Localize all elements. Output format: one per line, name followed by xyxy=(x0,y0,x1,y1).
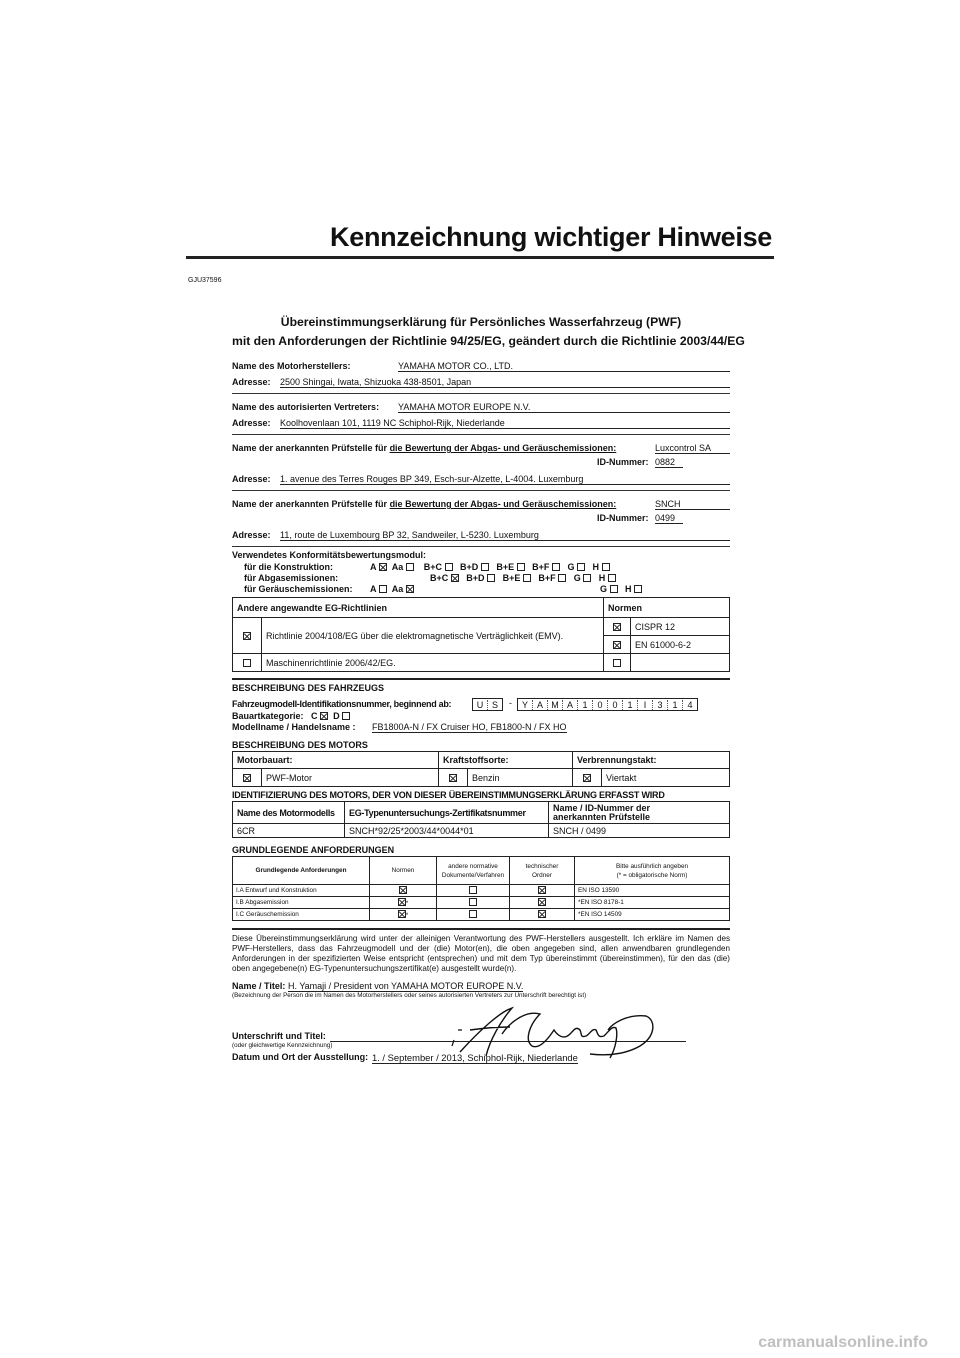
notified-body-2-label: Name der anerkannten Prüfstelle für die Bewertung der Abgas- und Geräuschemissionen: xyxy=(232,499,617,509)
notified-body-1-name: Luxcontrol SA xyxy=(655,443,730,454)
checkbox-empty xyxy=(406,563,414,571)
checkbox-checked xyxy=(398,898,406,906)
body-header: Name / ID-Nummer der anerkannten Prüfstelle xyxy=(549,802,730,824)
checkbox-checked xyxy=(583,774,591,782)
signature-note: (oder gleichwertige Kennzeichnung) xyxy=(232,1042,333,1049)
checkbox-checked xyxy=(379,563,387,571)
certificate-header: EG-Typenuntersuchungs-Zertifikatsnummer xyxy=(345,802,549,824)
checkbox-empty xyxy=(523,574,531,582)
notified-body-2-address: 11, route de Luxembourg BP 32, Sandweiler, L-5230. Luxemburg xyxy=(280,530,730,541)
hin-code: Y A M A 1 0 0 1 I 3 1 4 xyxy=(517,698,698,711)
signature-label: Unterschrift und Titel: xyxy=(232,1031,326,1041)
requirements-col4: technischer Ordner xyxy=(510,857,575,885)
engine-heading: BESCHREIBUNG DES MOTORS xyxy=(232,740,368,750)
checkbox-checked xyxy=(538,898,546,906)
representative-address: Koolhovenlaan 101, 1119 NC Schiphol-Rijk, Niederlande xyxy=(280,418,730,429)
title-rule xyxy=(186,256,774,259)
checkbox-checked xyxy=(538,910,546,918)
divider xyxy=(232,393,730,394)
divider xyxy=(232,490,730,491)
signatory-name: H. Yamaji / President von YAMAHA MOTOR EUROPE N.V. xyxy=(288,981,524,991)
checkbox-empty xyxy=(481,563,489,571)
engine-type: PWF-Motor xyxy=(262,769,439,787)
directive-machinery-check xyxy=(233,654,262,672)
divider xyxy=(232,928,730,930)
checkbox-checked xyxy=(399,886,407,894)
checkbox-empty xyxy=(583,574,591,582)
module-heading: Verwendetes Konformitätsbewertungsmodul: xyxy=(232,550,427,560)
representative-name-label: Name des autorisierten Vertreters: xyxy=(232,402,380,412)
cycle-header: Verbrennungstakt: xyxy=(573,752,730,769)
divider xyxy=(232,546,730,547)
requirements-col5: Bitte ausführlich angeben (* = obligatorische Norm) xyxy=(575,857,730,885)
checkbox-empty xyxy=(379,585,387,593)
directive-emc: Richtlinie 2004/108/EG über die elektromagnetische Verträglichkeit (EMV). xyxy=(262,618,604,654)
checkbox-empty xyxy=(517,563,525,571)
checkbox-empty xyxy=(469,898,477,906)
checkbox-checked xyxy=(613,623,621,631)
checkbox-empty xyxy=(613,659,621,667)
module-noise-options: A Aa xyxy=(370,584,414,594)
directives-table xyxy=(232,597,730,672)
module-noise-label: für Geräuschemissionen: xyxy=(244,584,353,594)
module-exhaust-label: für Abgasemissionen: xyxy=(244,573,339,583)
checkbox-checked xyxy=(320,712,328,720)
checkbox-checked xyxy=(406,585,414,593)
requirements-table xyxy=(232,856,730,921)
notified-body-1-label: Name der anerkannten Prüfstelle für die Bewertung der Abgas- und Geräuschemissionen: xyxy=(232,443,617,453)
notified-body-1-address-label: Adresse: xyxy=(232,474,271,484)
notified-body-1-address: 1. avenue des Terres Rouges BP 349, Esch-sur-Alzette, L-4004. Luxemburg xyxy=(280,474,730,485)
divider xyxy=(232,678,730,680)
module-construction-options: A Aa B+C B+D B+E B+F G H xyxy=(370,562,610,572)
requirements-col2: Normen xyxy=(370,857,437,885)
checkbox-checked xyxy=(613,641,621,649)
declaration-text: Diese Übereinstimmungserklärung wird unter der alleinigen Verantwortung des PWF-Herstellers ausgestellt. Ich erkläre im Namen des PWF-Herstellers, dass das Fahrzeugmodell und der (die) Motor(en), die oben angegeben sind, allen anwendbaren grundlegenden Anforderungen in der spezifizierten Weise entspricht (entsprechen) und mit dem Typ übereinstimmt (übereinstimmen), für den das (die) oben angegebene(n) EG-Typenuntersuchungszertifikat(e) ausgestellt wurde(n). xyxy=(232,934,730,974)
representative-name: YAMAHA MOTOR EUROPE N.V. xyxy=(398,402,730,413)
declaration-subheading: mit den Anforderungen der Richtlinie 94/25/EG, geändert durch die Richtlinie 2003/44/EG xyxy=(232,334,745,348)
document-code: GJU37596 xyxy=(188,277,222,284)
checkbox-empty xyxy=(610,585,618,593)
notified-body-1-id: 0882 xyxy=(655,457,683,468)
notified-body-2-id: 0499 xyxy=(655,513,683,524)
checkbox-empty xyxy=(552,563,560,571)
checkbox-checked xyxy=(398,910,406,918)
signatory-note: (Bezeichnung der Person die im Namen des Motorherstellers oder seines autorisierten Vertreters zur Unterschrift berechtigt ist) xyxy=(232,992,587,999)
checkbox-empty xyxy=(634,585,642,593)
table-row: I.B Abgasemission * *EN ISO 8178-1 xyxy=(233,897,730,909)
checkbox-empty xyxy=(469,886,477,894)
representative-address-label: Adresse: xyxy=(232,418,271,428)
signatory-label: Name / Titel: xyxy=(232,981,286,991)
checkbox-empty xyxy=(558,574,566,582)
norm-cispr: CISPR 12 xyxy=(631,618,730,636)
checkbox-empty xyxy=(445,563,453,571)
module-exhaust-options: B+C B+D B+E B+F G H xyxy=(430,573,616,583)
directives-col-header: Andere angewandte EG-Richtlinien xyxy=(233,598,604,618)
requirements-heading: GRUNDLEGENDE ANFORDERUNGEN xyxy=(232,845,395,855)
manufacturer-address: 2500 Shingai, Iwata, Shizuoka 438-8501, Japan xyxy=(280,377,730,388)
module-noise-options-gh: G H xyxy=(600,584,642,594)
divider xyxy=(232,434,730,435)
checkbox-empty xyxy=(342,712,350,720)
checkbox-empty xyxy=(577,563,585,571)
checkbox-checked xyxy=(449,774,457,782)
module-construction-label: für die Konstruktion: xyxy=(244,562,333,572)
model-name: FB1800A-N / FX Cruiser HO, FB1800-N / FX HO xyxy=(372,722,567,732)
declaration-heading: Übereinstimmungserklärung für Persönliches Wasserfahrzeug (PWF) xyxy=(280,315,682,329)
checkbox-checked xyxy=(451,574,459,582)
certificate-number: SNCH*92/25*2003/44*0044*01 xyxy=(345,824,549,838)
fuel-type: Benzin xyxy=(468,769,573,787)
manufacturer-name-label: Name des Motorherstellers: xyxy=(232,361,351,371)
notified-body-2-address-label: Adresse: xyxy=(232,530,271,540)
norm-en61000: EN 61000-6-2 xyxy=(631,636,730,654)
vehicle-heading: BESCHREIBUNG DES FAHRZEUGS xyxy=(232,683,385,693)
date-place: 1. / September / 2013, Schiphol-Rijk, Niederlande xyxy=(372,1052,578,1063)
requirements-col3: andere normative Dokumente/Verfahren xyxy=(437,857,510,885)
norms-col-header: Normen xyxy=(604,598,730,618)
hin-label: Fahrzeugmodell-Identifikationsnummer, beginnend ab: xyxy=(232,699,452,709)
hin-country: U S xyxy=(472,698,503,711)
checkbox-empty xyxy=(602,563,610,571)
hin-dash: - xyxy=(509,698,512,708)
notified-body-2-id-label: ID-Nummer: xyxy=(597,513,649,523)
notified-body-id: SNCH / 0499 xyxy=(549,824,730,838)
engine-cycle: Viertakt xyxy=(602,769,730,787)
checkbox-checked xyxy=(538,886,546,894)
date-label: Datum und Ort der Ausstellung: xyxy=(232,1052,369,1062)
directive-emc-check xyxy=(233,618,262,654)
checkbox-checked xyxy=(243,774,251,782)
watermark: carmanualsonline.info xyxy=(758,1334,928,1351)
checkbox-empty xyxy=(487,574,495,582)
engine-model: 6CR xyxy=(233,824,345,838)
identification-table xyxy=(232,801,730,838)
table-row: I.C Geräuschemission * *EN ISO 14509 xyxy=(233,909,730,921)
identification-heading: IDENTIFIZIERUNG DES MOTORS, DER VON DIESER ÜBEREINSTIMMUNGSERKLÄRUNG ERFASST WIRD xyxy=(232,790,665,800)
page-title: Kennzeichnung wichtiger Hinweise xyxy=(330,222,772,252)
requirements-col1: Grundlegende Anforderungen xyxy=(233,857,370,885)
checkbox-empty xyxy=(469,910,477,918)
checkbox-empty xyxy=(608,574,616,582)
manufacturer-name: YAMAHA MOTOR CO., LTD. xyxy=(398,361,730,372)
engine-model-header: Name des Motormodells xyxy=(233,802,345,824)
notified-body-1-id-label: ID-Nummer: xyxy=(597,457,649,467)
directive-machinery: Maschinenrichtlinie 2006/42/EG. xyxy=(262,654,604,672)
table-row: I.A Entwurf und Konstruktion EN ISO 13590 xyxy=(233,885,730,897)
notified-body-2-name: SNCH xyxy=(655,499,730,510)
engine-table xyxy=(232,751,730,787)
category-row: Bauartkategorie: C D xyxy=(232,711,350,721)
fuel-header: Kraftstoffsorte: xyxy=(439,752,573,769)
model-label: Modellname / Handelsname : xyxy=(232,722,356,732)
engine-type-header: Motorbauart: xyxy=(233,752,439,769)
manufacturer-address-label: Adresse: xyxy=(232,377,271,387)
